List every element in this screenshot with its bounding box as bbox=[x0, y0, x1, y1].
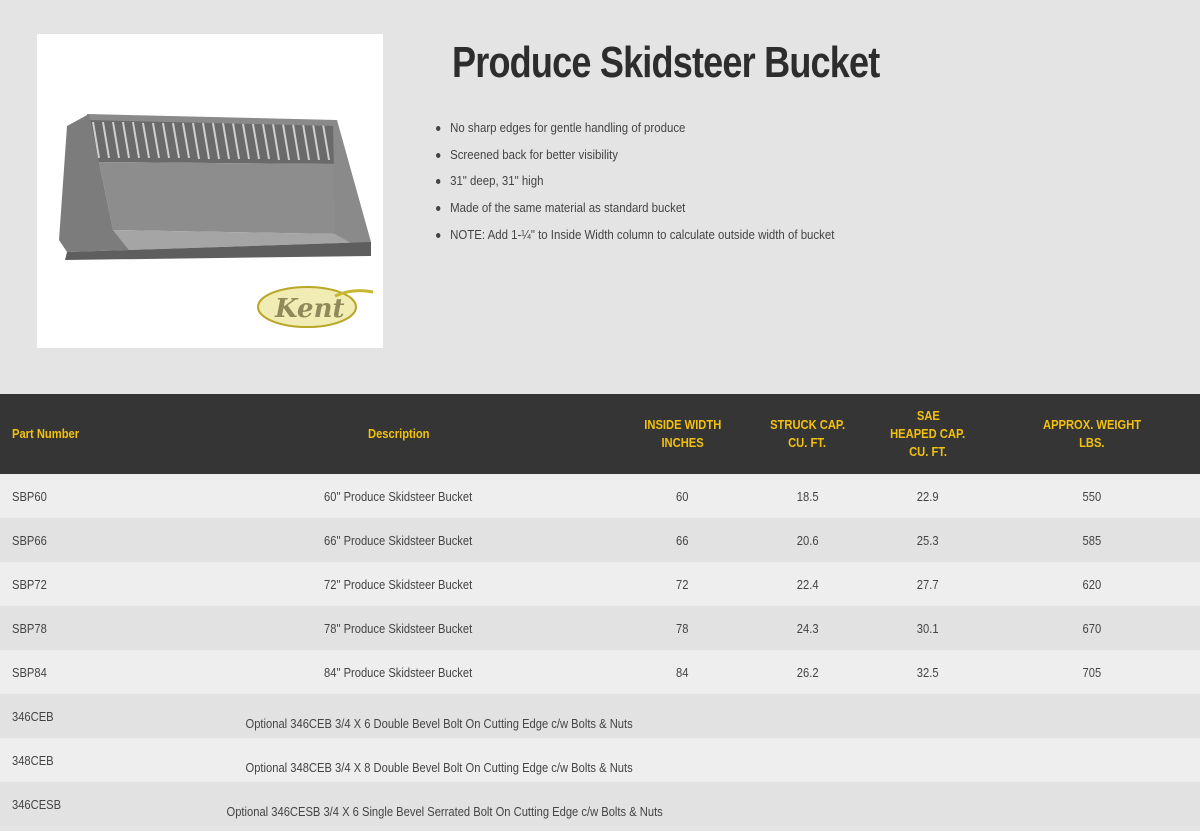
cell-width: 60 bbox=[622, 474, 743, 518]
cell-heaped: 32.5 bbox=[872, 650, 984, 694]
spec-table bbox=[0, 394, 1200, 826]
cell-description: Optional 346CEB 3/4 X 6 Double Bevel Bolt On Cutting Edge c/w Bolts & Nuts bbox=[175, 694, 1200, 738]
table-row bbox=[0, 562, 1200, 606]
header-approx-weight: APPROX. WEIGHT LBS. bbox=[984, 394, 1200, 474]
cell-description: 60" Produce Skidsteer Bucket bbox=[175, 474, 622, 518]
kent-logo: Kent bbox=[275, 294, 345, 324]
feature-item: NOTE: Add 1-¼" to Inside Width column to calculate outside width of bucket bbox=[436, 225, 834, 252]
page-title: Produce Skidsteer Bucket bbox=[452, 38, 880, 87]
cell-weight: 620 bbox=[984, 562, 1200, 606]
cell-width: 78 bbox=[622, 606, 743, 650]
cell-heaped: 22.9 bbox=[872, 474, 984, 518]
cell-description: 72" Produce Skidsteer Bucket bbox=[175, 562, 622, 606]
cell-heaped: 30.1 bbox=[872, 606, 984, 650]
cell-description: 66" Produce Skidsteer Bucket bbox=[175, 518, 622, 562]
feature-item: Made of the same material as standard bucket bbox=[436, 198, 834, 225]
table-row bbox=[0, 474, 1200, 518]
cell-heaped: 27.7 bbox=[872, 562, 984, 606]
cell-part: 346CESB bbox=[0, 782, 175, 826]
table-row-option bbox=[0, 738, 1200, 782]
cell-struck: 18.5 bbox=[743, 474, 872, 518]
cell-part: 346CEB bbox=[0, 694, 175, 738]
feature-list bbox=[436, 118, 889, 251]
cell-description: Optional 348CEB 3/4 X 8 Double Bevel Bolt On Cutting Edge c/w Bolts & Nuts bbox=[175, 738, 1200, 782]
cell-description: Optional 346CESB 3/4 X 6 Single Bevel Serrated Bolt On Cutting Edge c/w Bolts & Nuts bbox=[175, 782, 1200, 826]
cell-heaped: 25.3 bbox=[872, 518, 984, 562]
cell-part: SBP78 bbox=[0, 606, 175, 650]
cell-weight: 550 bbox=[984, 474, 1200, 518]
feature-item: No sharp edges for gentle handling of produce bbox=[436, 118, 834, 145]
product-header bbox=[0, 0, 1200, 394]
feature-item: 31" deep, 31" high bbox=[436, 171, 834, 198]
feature-item: Screened back for better visibility bbox=[436, 145, 834, 172]
header-description: Description bbox=[175, 394, 622, 474]
cell-part: 348CEB bbox=[0, 738, 175, 782]
cell-weight: 705 bbox=[984, 650, 1200, 694]
cell-struck: 22.4 bbox=[743, 562, 872, 606]
table-header-row bbox=[0, 394, 1200, 474]
cell-struck: 20.6 bbox=[743, 518, 872, 562]
cell-description: 84" Produce Skidsteer Bucket bbox=[175, 650, 622, 694]
header-inside-width: INSIDE WIDTH INCHES bbox=[622, 394, 743, 474]
cell-part: SBP60 bbox=[0, 474, 175, 518]
cell-struck: 24.3 bbox=[743, 606, 872, 650]
header-part-number: Part Number bbox=[0, 394, 175, 474]
product-image bbox=[37, 34, 383, 348]
header-heaped-cap: SAE HEAPED CAP. CU. FT. bbox=[872, 394, 984, 474]
cell-weight: 670 bbox=[984, 606, 1200, 650]
table-row bbox=[0, 650, 1200, 694]
cell-part: SBP72 bbox=[0, 562, 175, 606]
header-struck-cap: STRUCK CAP. CU. FT. bbox=[743, 394, 872, 474]
cell-part: SBP84 bbox=[0, 650, 175, 694]
table-row-option bbox=[0, 694, 1200, 738]
cell-description: 78" Produce Skidsteer Bucket bbox=[175, 606, 622, 650]
cell-width: 72 bbox=[622, 562, 743, 606]
table-row-option bbox=[0, 782, 1200, 826]
cell-struck: 26.2 bbox=[743, 650, 872, 694]
table-row bbox=[0, 606, 1200, 650]
table-row bbox=[0, 518, 1200, 562]
cell-width: 84 bbox=[622, 650, 743, 694]
produce-bucket-illustration-icon bbox=[37, 34, 383, 348]
cell-width: 66 bbox=[622, 518, 743, 562]
cell-weight: 585 bbox=[984, 518, 1200, 562]
cell-part: SBP66 bbox=[0, 518, 175, 562]
